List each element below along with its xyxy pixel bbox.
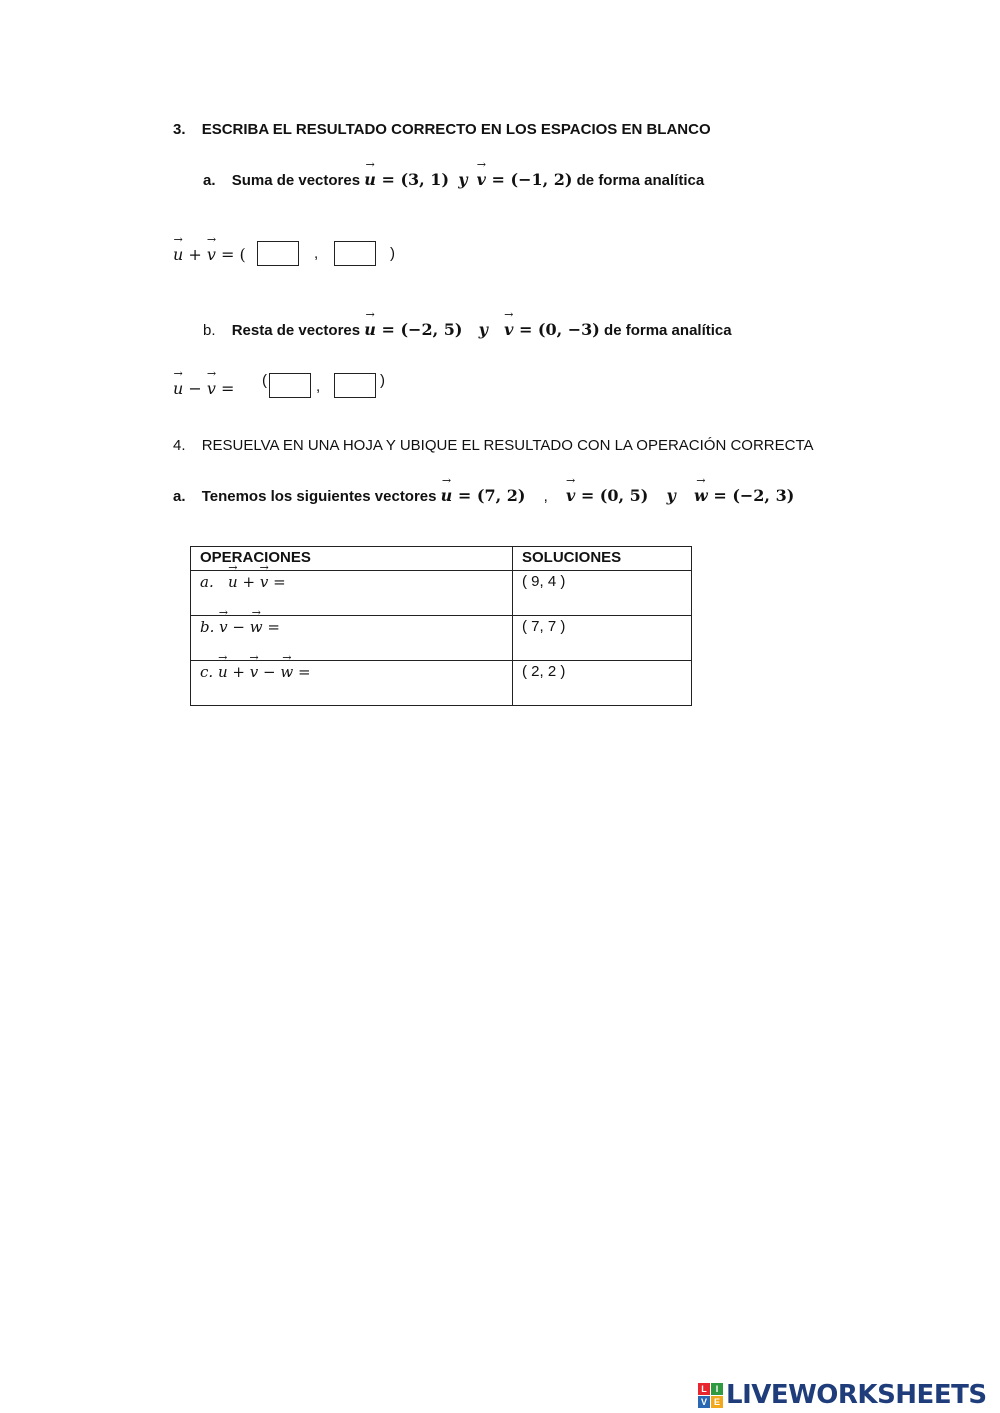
section-3-title: ESCRIBA EL RESULTADO CORRECTO EN LOS ESPACIOS EN BLANCO xyxy=(201,121,711,138)
item-3a-v-value: = (−1, 2) xyxy=(491,170,573,189)
logo-letter-l: L xyxy=(698,1383,710,1395)
op-sign: − xyxy=(232,618,245,636)
vector-u: → u xyxy=(364,320,376,339)
op-vector-v: → v xyxy=(260,573,268,591)
logo-text: LIVEWORKSHEETS xyxy=(726,1380,987,1410)
answer-3b-close: ) xyxy=(380,372,385,389)
operation-cell[interactable] xyxy=(191,616,513,661)
answer-3a-close: ) xyxy=(390,245,395,262)
section-3-heading xyxy=(173,121,711,138)
operation-label: a. xyxy=(200,573,214,591)
op-equals: = xyxy=(298,663,311,681)
op-vector-w: → w xyxy=(280,663,293,681)
table-row xyxy=(191,571,692,616)
operation-cell[interactable] xyxy=(191,661,513,706)
vector-v: → v xyxy=(504,320,513,339)
item-3a-y: y xyxy=(458,170,468,189)
table-row xyxy=(191,616,692,661)
answer-3b-y-input[interactable] xyxy=(334,373,376,398)
vector-w: → w xyxy=(694,486,708,505)
answer-3a-y-input[interactable] xyxy=(334,241,376,266)
item-4a-u-expr xyxy=(441,486,526,505)
op-sign: + xyxy=(232,663,245,681)
answer-3a-x-input[interactable] xyxy=(257,241,299,266)
section-4-title: RESUELVA EN UNA HOJA Y UBIQUE EL RESULTADO CON LA OPERACIÓN CORRECTA xyxy=(201,437,814,454)
answer-3a-eq: = ( xyxy=(221,245,246,264)
item-3b-statement xyxy=(203,320,732,339)
op-vector-v: → v xyxy=(219,618,227,636)
item-3b-v-value: = (0, −3) xyxy=(518,320,600,339)
item-3b-v-expr xyxy=(504,320,600,339)
item-4a-w-expr xyxy=(694,486,794,505)
vector-u: → u xyxy=(441,486,453,505)
item-4a-label: a. xyxy=(173,488,186,505)
logo-icon xyxy=(698,1383,723,1408)
answer-3b-eq: = xyxy=(221,379,235,398)
item-3a-text: Suma de vectores xyxy=(231,172,361,189)
vector-v: → v xyxy=(477,170,486,189)
answer-3a-u: → u xyxy=(173,245,183,264)
answer-3b-x-input[interactable] xyxy=(269,373,311,398)
answer-3a-v: → v xyxy=(207,245,216,264)
operation-label: b. xyxy=(200,618,215,636)
item-3b-text: Resta de vectores xyxy=(231,322,361,339)
operations-table xyxy=(190,546,692,706)
answer-3b-open: ( xyxy=(262,372,267,389)
op-equals: = xyxy=(267,618,280,636)
op-vector-v: → v xyxy=(250,663,258,681)
section-3-number: 3. xyxy=(173,121,186,138)
item-4a-statement xyxy=(173,486,794,505)
op-vector-w: → w xyxy=(250,618,263,636)
op-vector-u: → u xyxy=(218,663,228,681)
item-3a-v-expr xyxy=(477,170,573,189)
item-4a-y: y xyxy=(666,486,676,505)
answer-3b-u: → u xyxy=(173,379,183,398)
solution-cell[interactable]: ( 7, 7 ) xyxy=(513,616,692,661)
item-3b-y: y xyxy=(478,320,488,339)
vector-u: → u xyxy=(364,170,376,189)
item-3a-suffix: de forma analítica xyxy=(576,172,705,189)
item-3b-label: b. xyxy=(203,322,216,339)
item-4a-comma: , xyxy=(543,488,548,505)
header-soluciones: SOLUCIONES xyxy=(513,547,692,571)
item-3a-answer-expr xyxy=(173,245,246,264)
item-3a-label: a. xyxy=(203,172,216,189)
answer-3b-comma: , xyxy=(316,378,321,395)
logo-letter-i: I xyxy=(711,1383,723,1395)
item-3a-u-expr xyxy=(364,170,449,189)
op-vector-u: → u xyxy=(228,573,238,591)
liveworksheets-logo xyxy=(698,1378,987,1412)
answer-3b-op: − xyxy=(188,379,202,398)
item-4a-u-value: = (7, 2) xyxy=(457,486,526,505)
solution-cell[interactable]: ( 2, 2 ) xyxy=(513,661,692,706)
op-sign: + xyxy=(242,573,256,591)
item-3a-statement xyxy=(203,170,704,189)
item-3b-u-value: = (−2, 5) xyxy=(381,320,463,339)
op-sign: − xyxy=(263,663,276,681)
item-4a-v-expr xyxy=(566,486,648,505)
operation-label: c. xyxy=(200,663,214,681)
logo-letter-v: V xyxy=(698,1396,710,1408)
section-4-number: 4. xyxy=(173,437,186,454)
item-4a-text: Tenemos los siguientes vectores xyxy=(201,488,437,505)
item-3b-answer-expr xyxy=(173,379,234,398)
vector-v: → v xyxy=(566,486,575,505)
item-4a-v-value: = (0, 5) xyxy=(580,486,649,505)
item-3a-u-value: = (3, 1) xyxy=(381,170,450,189)
section-4-heading xyxy=(173,437,814,454)
logo-letter-e: E xyxy=(711,1396,723,1408)
answer-3b-v: → v xyxy=(207,379,216,398)
operation-cell[interactable] xyxy=(191,571,513,616)
answer-3a-comma: , xyxy=(314,245,319,262)
table-row xyxy=(191,661,692,706)
item-4a-w-value: = (−2, 3) xyxy=(713,486,795,505)
answer-3a-op: + xyxy=(188,245,202,264)
solution-cell[interactable]: ( 9, 4 ) xyxy=(513,571,692,616)
header-operaciones: OPERACIONES xyxy=(191,547,513,571)
item-3b-u-expr xyxy=(364,320,462,339)
item-3b-suffix: de forma analítica xyxy=(604,322,732,339)
op-equals: = xyxy=(273,573,286,591)
